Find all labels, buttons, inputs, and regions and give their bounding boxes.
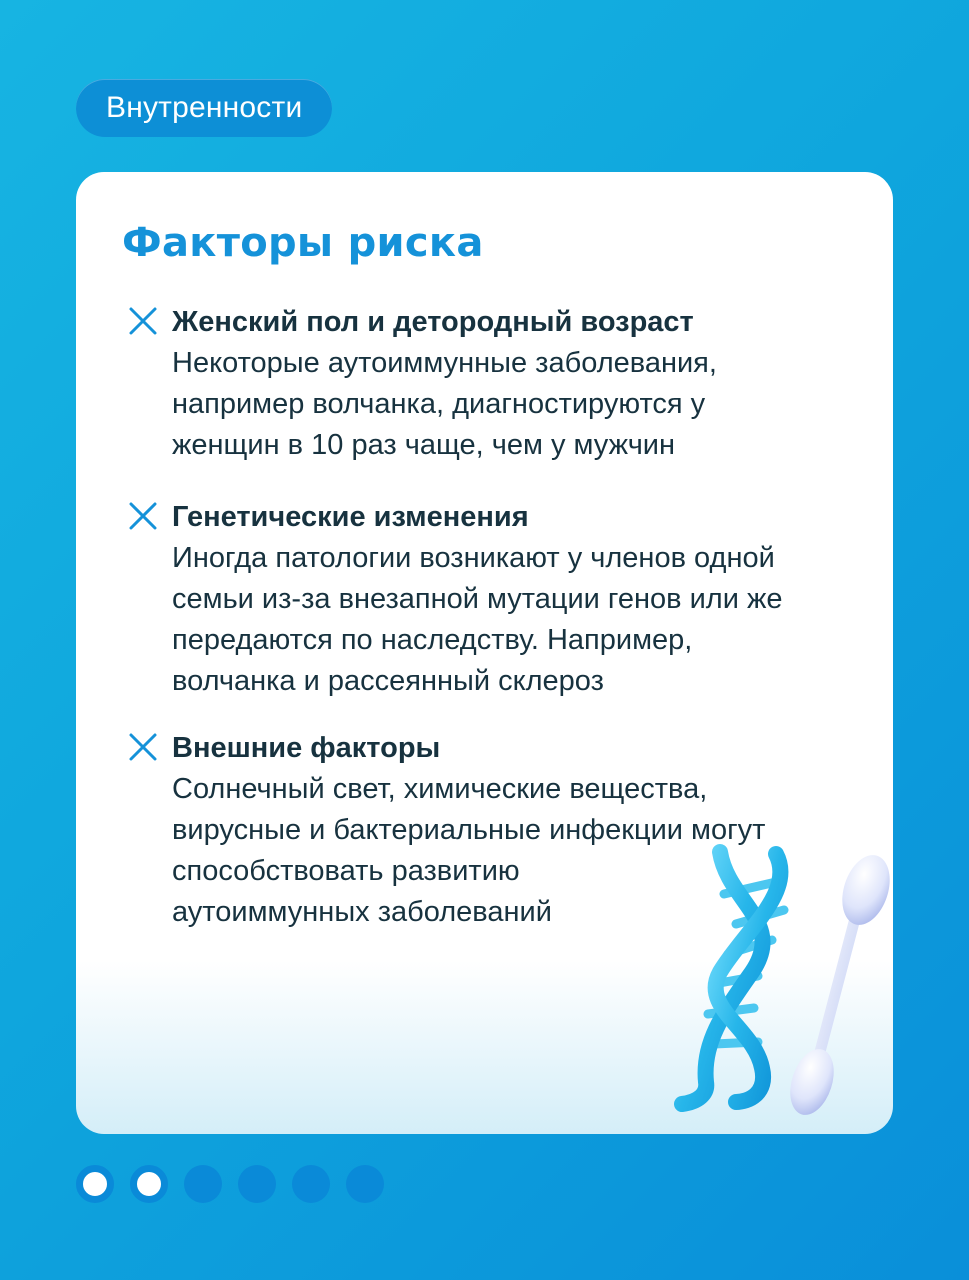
risk-factors-card [76,172,893,1134]
dna-helix-and-cotton-swab-icon [636,832,893,1134]
close-x-icon [128,306,158,336]
factor-description: Солнечный свет, химические вещества, вирусные и бактериальные инфекции могут способствовать развитию аутоиммунных заболеваний [172,773,766,928]
card-title: Факторы риска [122,220,484,266]
factor-description: Иногда патологии возникают у членов одной семьи из-за внезапной мутации генов или же передаются по наследству. Например, волчанка и рассеянный склероз [172,542,783,697]
pagination-dot[interactable] [292,1165,330,1203]
pagination-dot[interactable] [238,1165,276,1203]
close-x-icon [128,732,158,762]
close-x-icon [128,501,158,531]
factor-title: Внешние факторы [172,732,441,764]
pagination-dots [76,1165,384,1203]
pagination-dot[interactable] [346,1165,384,1203]
factor-title: Женский пол и детородный возраст [172,306,694,338]
category-tag[interactable]: Внутренности [76,79,332,137]
factor-description: Некоторые аутоиммунные заболевания, например волчанка, диагностируются у женщин в 10 раз чаще, чем у мужчин [172,347,717,461]
pagination-dot[interactable] [130,1165,168,1203]
factor-title: Генетические изменения [172,501,529,533]
pagination-dot[interactable] [184,1165,222,1203]
pagination-dot[interactable] [76,1165,114,1203]
